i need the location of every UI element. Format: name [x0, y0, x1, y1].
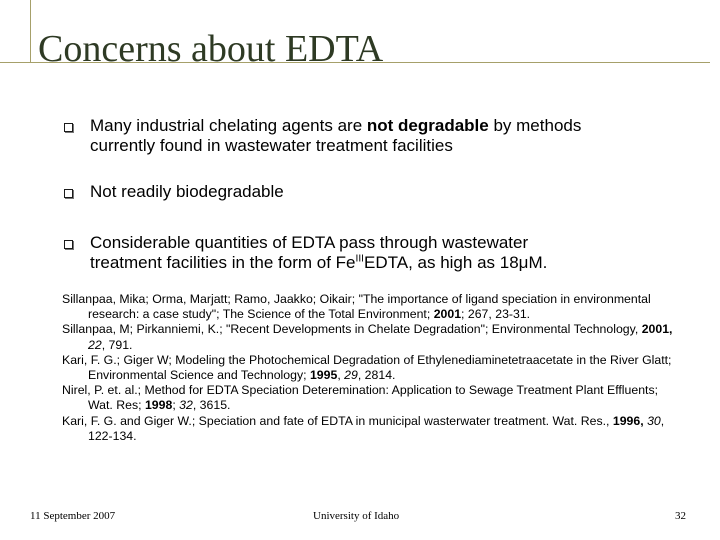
footer-page-number: 32 [675, 510, 686, 522]
reference-text: Sillanpaa, Mika; Orma, Marjatt; Ramo, Jaakko; Oikair; "The importance of ligand speciation in environmental research: a case study"; The Science of the Total Environment; [62, 292, 651, 322]
bullet-3-line-2-start: treatment facilities in the form of Fe [90, 253, 356, 272]
reference-item [62, 414, 682, 444]
bullet-1-bold-phrase: not degradable [366, 116, 489, 135]
footer-date: 11 September 2007 [30, 510, 116, 522]
footer-organization: University of Idaho [313, 510, 400, 522]
reference-year: 1998 [144, 398, 173, 413]
reference-text: Sillanpaa, M; Pirkanniemi, K.; "Recent Developments in Chelate Degradation"; Environmental Technology, [62, 322, 642, 337]
square-bullet-icon [64, 240, 73, 249]
reference-pages: , 791. [101, 337, 133, 352]
reference-separator: , [337, 368, 345, 383]
reference-volume: 30 [647, 413, 661, 428]
reference-year: 1995 [309, 368, 338, 383]
bullet-3-line-2-end: EDTA, as high as 18μM. [364, 253, 548, 272]
reference-text: Kari, F. G.; Giger W; Modeling the Photochemical Degradation of Ethylenediaminetetraacetate in the River Glatt; Environmental Science and Technology; [62, 352, 672, 383]
reference-pages: , 2814. [357, 368, 396, 383]
reference-pages: ; 267, 23-31. [461, 307, 531, 322]
bullet-1-text-end: by methods [488, 116, 582, 135]
bullet-item-2 [90, 182, 690, 202]
slide-title: Concerns about EDTA [38, 28, 384, 70]
title-frame-vertical-line [30, 0, 31, 62]
bullet-item-1 [90, 116, 690, 156]
reference-pages: , 122-134. [88, 413, 665, 443]
reference-year: 2001 [433, 307, 462, 322]
bullet-1-line-2: currently found in wastewater treatment facilities [90, 136, 453, 155]
square-bullet-icon [64, 189, 73, 198]
reference-text: Kari, F. G. and Giger W.; Speciation and fate of EDTA in municipal wasterwater treatment. Wat. Res., [62, 413, 613, 428]
bullet-3-superscript: III [355, 253, 364, 265]
reference-pages: , 3615. [192, 398, 231, 413]
reference-item [62, 353, 682, 383]
bullet-2-text: Not readily biodegradable [90, 182, 284, 201]
reference-text: Nirel, P. et. al.; Method for EDTA Speciation Deteremination: Application to Sewage Treatment Plant Effluents; Wat. Res; [62, 383, 659, 413]
references-list [62, 292, 682, 444]
reference-item [62, 322, 682, 352]
reference-item [62, 292, 682, 322]
reference-volume: 22 [88, 337, 102, 352]
square-bullet-icon [64, 123, 73, 132]
reference-separator: ; [172, 398, 180, 413]
reference-year: 1996, [612, 413, 644, 428]
bullet-item-3 [90, 233, 690, 273]
bullet-1-text-start: Many industrial chelating agents are [90, 116, 367, 135]
reference-volume: 32 [179, 398, 193, 413]
reference-year: 2001, [641, 322, 673, 337]
reference-item [62, 383, 682, 413]
bullet-3-line-1: Considerable quantities of EDTA pass through wastewater [90, 233, 529, 252]
reference-volume: 29 [344, 368, 358, 383]
